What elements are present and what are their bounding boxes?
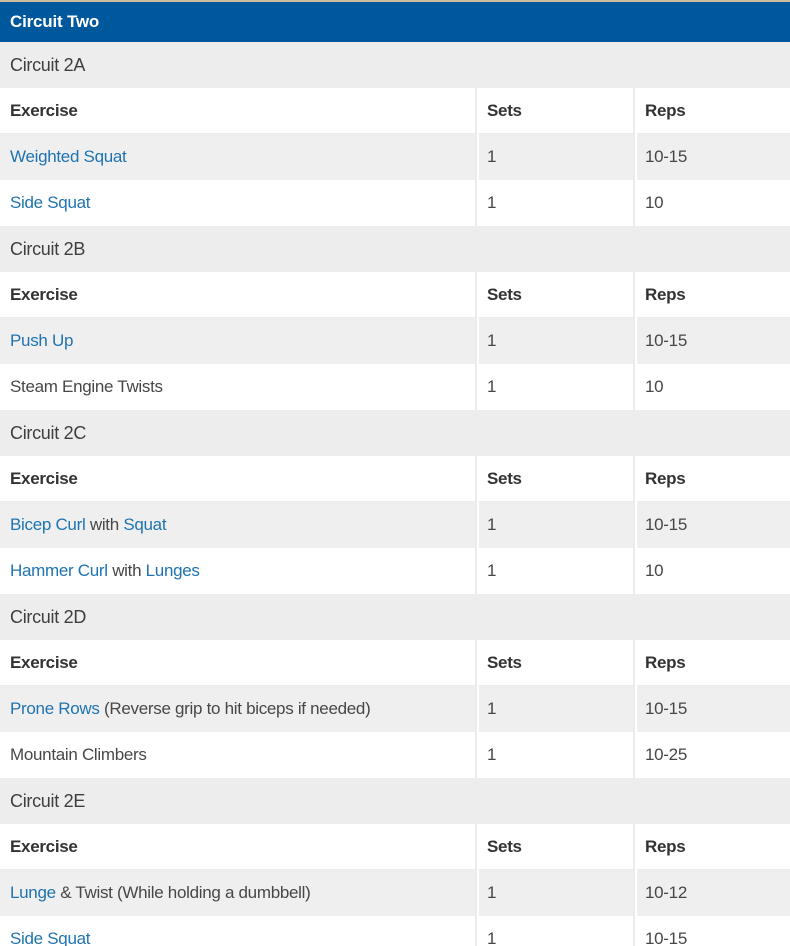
column-header-exercise: Exercise bbox=[10, 653, 78, 672]
exercise-link[interactable]: Squat bbox=[123, 515, 167, 534]
section-header: Circuit 2D bbox=[0, 594, 790, 640]
table-row bbox=[0, 364, 790, 410]
reps-cell: 10-15 bbox=[633, 134, 790, 180]
column-header-sets: Sets bbox=[475, 824, 633, 870]
exercise-link[interactable]: Weighted Squat bbox=[10, 147, 127, 166]
exercise-name bbox=[10, 883, 310, 902]
table-row bbox=[0, 916, 790, 946]
exercise-text: & Twist (While holding a dumbbell) bbox=[55, 883, 311, 902]
exercise-link[interactable]: Prone Rows bbox=[10, 699, 100, 718]
circuit-table bbox=[0, 42, 790, 946]
table-row bbox=[0, 180, 790, 226]
exercise-link[interactable]: Side Squat bbox=[10, 193, 91, 212]
reps-cell: 10-15 bbox=[633, 686, 790, 732]
section-header: Circuit 2E bbox=[0, 778, 790, 824]
column-header-reps: Reps bbox=[633, 456, 790, 502]
table-row bbox=[0, 502, 790, 548]
column-header-sets: Sets bbox=[475, 640, 633, 686]
exercise-link[interactable]: Lunge bbox=[10, 883, 56, 902]
sets-cell: 1 bbox=[475, 732, 633, 778]
exercise-cell bbox=[0, 134, 475, 180]
exercise-link[interactable]: Bicep Curl bbox=[10, 515, 86, 534]
column-header-sets: Sets bbox=[475, 272, 633, 318]
sets-cell: 1 bbox=[475, 916, 633, 946]
column-header-exercise: Exercise bbox=[10, 101, 78, 120]
exercise-link[interactable]: Hammer Curl bbox=[10, 561, 108, 580]
table-row bbox=[0, 732, 790, 778]
column-header-reps: Reps bbox=[633, 88, 790, 134]
column-header-reps: Reps bbox=[633, 640, 790, 686]
reps-cell: 10 bbox=[633, 364, 790, 410]
section-header: Circuit 2B bbox=[0, 226, 790, 272]
exercise-cell bbox=[0, 548, 475, 594]
sets-cell: 1 bbox=[475, 180, 633, 226]
exercise-cell bbox=[0, 732, 475, 778]
exercise-text: Mountain Climbers bbox=[10, 745, 147, 764]
exercise-name bbox=[10, 929, 90, 946]
exercise-link[interactable]: Push Up bbox=[10, 331, 74, 350]
table-row bbox=[0, 134, 790, 180]
exercise-cell bbox=[0, 364, 475, 410]
column-header-row bbox=[0, 88, 790, 134]
exercise-name bbox=[10, 699, 370, 718]
reps-cell: 10-15 bbox=[633, 916, 790, 946]
column-header-reps: Reps bbox=[633, 824, 790, 870]
exercise-cell bbox=[0, 686, 475, 732]
sets-cell: 1 bbox=[475, 502, 633, 548]
table-title-bar bbox=[0, 2, 790, 42]
exercise-name bbox=[10, 331, 73, 350]
section-header: Circuit 2C bbox=[0, 410, 790, 456]
table-title: Circuit Two bbox=[10, 12, 100, 31]
exercise-name bbox=[10, 377, 163, 396]
column-header-row bbox=[0, 272, 790, 318]
sets-cell: 1 bbox=[475, 548, 633, 594]
exercise-cell bbox=[0, 502, 475, 548]
column-header-exercise: Exercise bbox=[10, 837, 78, 856]
exercise-cell bbox=[0, 318, 475, 364]
exercise-name bbox=[10, 745, 147, 764]
exercise-name bbox=[10, 147, 126, 166]
column-header-row bbox=[0, 640, 790, 686]
exercise-text: with bbox=[85, 515, 124, 534]
column-header-row bbox=[0, 456, 790, 502]
table-row bbox=[0, 548, 790, 594]
sets-cell: 1 bbox=[475, 318, 633, 364]
section-header: Circuit 2A bbox=[0, 42, 790, 88]
reps-cell: 10 bbox=[633, 548, 790, 594]
column-header-exercise: Exercise bbox=[10, 285, 78, 304]
sets-cell: 1 bbox=[475, 134, 633, 180]
column-header-reps: Reps bbox=[633, 272, 790, 318]
sets-cell: 1 bbox=[475, 870, 633, 916]
exercise-text: (Reverse grip to hit biceps if needed) bbox=[99, 699, 371, 718]
sets-cell: 1 bbox=[475, 686, 633, 732]
table-row bbox=[0, 870, 790, 916]
exercise-text: Steam Engine Twists bbox=[10, 377, 163, 396]
reps-cell: 10-12 bbox=[633, 870, 790, 916]
exercise-text: with bbox=[107, 561, 146, 580]
exercise-name bbox=[10, 515, 166, 534]
reps-cell: 10-25 bbox=[633, 732, 790, 778]
exercise-link[interactable]: Side Squat bbox=[10, 929, 91, 946]
exercise-cell bbox=[0, 180, 475, 226]
exercise-name bbox=[10, 561, 200, 580]
exercise-link[interactable]: Lunges bbox=[145, 561, 200, 580]
column-header-sets: Sets bbox=[475, 456, 633, 502]
column-header-sets: Sets bbox=[475, 88, 633, 134]
reps-cell: 10-15 bbox=[633, 318, 790, 364]
exercise-cell bbox=[0, 916, 475, 946]
reps-cell: 10 bbox=[633, 180, 790, 226]
exercise-name bbox=[10, 193, 90, 212]
table-row bbox=[0, 686, 790, 732]
exercise-cell bbox=[0, 870, 475, 916]
column-header-exercise: Exercise bbox=[10, 469, 78, 488]
reps-cell: 10-15 bbox=[633, 502, 790, 548]
column-header-row bbox=[0, 824, 790, 870]
table-row bbox=[0, 318, 790, 364]
sets-cell: 1 bbox=[475, 364, 633, 410]
